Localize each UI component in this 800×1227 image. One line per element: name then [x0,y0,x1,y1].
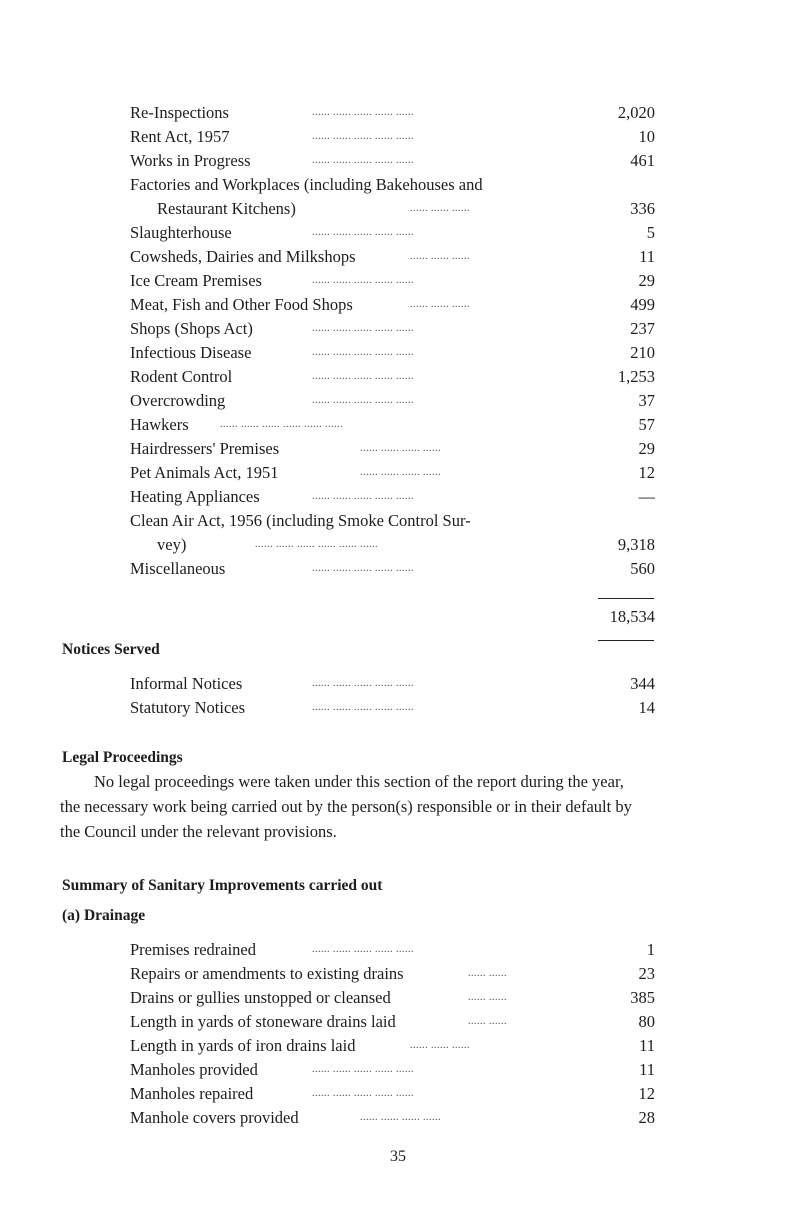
row-label: Cowsheds, Dairies and Milkshops [130,247,356,266]
drainage-subheading: (a) Drainage [62,907,146,924]
row-value: 499 [630,295,655,314]
total-rule-top [598,598,654,599]
row-value: 336 [630,199,655,218]
leader-dots: ...... ...... ...... ...... ...... [312,944,414,955]
leader-dots: ...... ...... ...... ...... ...... [312,275,414,286]
row-label: Works in Progress [130,151,251,170]
legal-heading: Legal Proceedings [62,749,183,766]
leader-dots: ...... ...... ...... ...... ...... [312,131,414,142]
leader-dots: ...... ...... ...... ...... [360,1112,441,1123]
row-label: Overcrowding [130,391,226,410]
row-value: 210 [630,343,655,362]
row-label: Premises redrained [130,940,256,959]
row-value: 385 [630,988,655,1007]
row-label: Hawkers [130,415,189,434]
row-value: 9,318 [617,535,655,554]
row-value: 28 [638,1108,655,1127]
leader-dots: ...... ...... ...... ...... ...... [312,227,414,238]
total-value: 18,534 [609,607,655,626]
row-value: 37 [638,391,655,410]
leader-dots: ...... ...... ...... ...... ...... [312,155,414,166]
row-value: 11 [639,1060,655,1079]
row-label: Manhole covers provided [130,1108,299,1127]
leader-dots: ...... ...... ...... [410,203,470,214]
row-value: 29 [638,439,655,458]
row-value: 237 [630,319,655,338]
row-label: Length in yards of iron drains laid [130,1036,356,1055]
row-label: Heating Appliances [130,487,260,506]
leader-dots: ...... ...... [468,1016,507,1027]
legal-line: the Council under the relevant provisions. [60,822,337,841]
row-value: 344 [630,674,655,693]
row-value: 12 [638,1084,655,1103]
leader-dots: ...... ...... ...... ...... ...... [312,347,414,358]
row-value: 11 [639,247,655,266]
leader-dots: ...... ...... ...... ...... ...... ...... [220,419,343,430]
row-value: 14 [638,698,655,717]
row-value: 12 [638,463,655,482]
row-label: vey) [157,535,187,554]
leader-dots: ...... ...... ...... ...... ...... [312,702,414,713]
legal-line: No legal proceedings were taken under this section of the report during the year, [94,772,624,791]
leader-dots: ...... ...... ...... ...... ...... [312,371,414,382]
row-label: Miscellaneous [130,559,226,578]
row-value: 461 [630,151,655,170]
row-value: 29 [638,271,655,290]
leader-dots: ...... ...... ...... ...... ...... [312,395,414,406]
row-label: Repairs or amendments to existing drains [130,964,404,983]
notices-heading: Notices Served [62,641,160,658]
leader-dots: ...... ...... ...... ...... ...... [312,563,414,574]
row-value: — [638,487,655,506]
leader-dots: ...... ...... ...... [410,1040,470,1051]
row-value: 11 [639,1036,655,1055]
row-label: Rodent Control [130,367,233,386]
summary-heading: Summary of Sanitary Improvements carried out [62,877,383,894]
legal-line: the necessary work being carried out by the person(s) responsible or in their default by [60,797,632,816]
row-label: Infectious Disease [130,343,252,362]
row-value: 1 [646,940,655,959]
leader-dots: ...... ...... ...... ...... ...... [312,1064,414,1075]
row-value: 560 [630,559,655,578]
page-number: 35 [390,1148,406,1165]
leader-dots: ...... ...... ...... ...... [360,443,441,454]
row-label: Manholes provided [130,1060,258,1079]
leader-dots: ...... ...... ...... ...... ...... [312,491,414,502]
row-value: 5 [646,223,655,242]
row-label: Informal Notices [130,674,243,693]
row-label: Statutory Notices [130,698,246,717]
row-value: 57 [638,415,655,434]
row-value: 2,020 [617,103,655,122]
row-label: Slaughterhouse [130,223,232,242]
row-label: Meat, Fish and Other Food Shops [130,295,353,314]
leader-dots: ...... ...... ...... ...... ...... [312,107,414,118]
row-label: Factories and Workplaces (including Bakehouses and [130,175,483,194]
row-label: Re-Inspections [130,103,229,122]
row-label: Clean Air Act, 1956 (including Smoke Control Sur- [130,511,471,530]
leader-dots: ...... ...... ...... ...... ...... [312,678,414,689]
row-value: 80 [638,1012,655,1031]
leader-dots: ...... ...... [468,992,507,1003]
row-label: Ice Cream Premises [130,271,262,290]
row-label: Drains or gullies unstopped or cleansed [130,988,391,1007]
legal-paragraph [60,769,722,844]
row-value: 23 [638,964,655,983]
leader-dots: ...... ...... [468,968,507,979]
leader-dots: ...... ...... ...... ...... ...... ...... [255,539,378,550]
row-value: 10 [638,127,655,146]
leader-dots: ...... ...... ...... [410,299,470,310]
row-value: 1,253 [617,367,655,386]
leader-dots: ...... ...... ...... ...... [360,467,441,478]
row-label: Rent Act, 1957 [130,127,230,146]
row-label: Manholes repaired [130,1084,254,1103]
row-label: Restaurant Kitchens) [157,199,296,218]
row-label: Length in yards of stoneware drains laid [130,1012,396,1031]
leader-dots: ...... ...... ...... ...... ...... [312,323,414,334]
row-label: Hairdressers' Premises [130,439,280,458]
row-label: Pet Animals Act, 1951 [130,463,279,482]
leader-dots: ...... ...... ...... ...... ...... [312,1088,414,1099]
row-label: Shops (Shops Act) [130,319,253,338]
leader-dots: ...... ...... ...... [410,251,470,262]
total-rule-bottom [598,640,654,641]
